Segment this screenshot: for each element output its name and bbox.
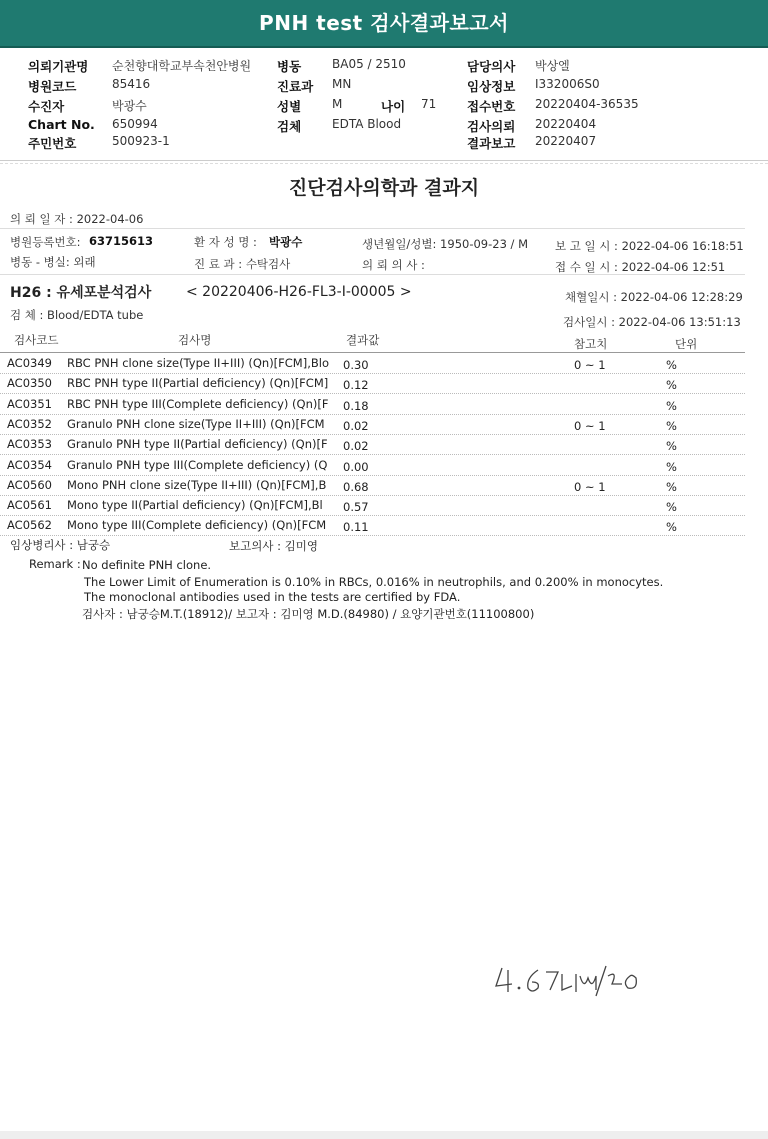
divider: [0, 228, 745, 229]
table-row: [0, 495, 745, 516]
header-label: 담당의사: [467, 59, 516, 74]
result-reference: 0 ~ 1: [574, 418, 606, 433]
header-label: 검체: [277, 119, 302, 134]
table-row: [0, 353, 745, 374]
header-value: MN: [332, 77, 352, 91]
result-value: 0.30: [343, 358, 369, 372]
result-name: RBC PNH type III(Complete deficiency) (Qn)[F: [67, 396, 329, 411]
table-row: [0, 394, 745, 415]
header-value: 순천향대학교부속천안병원: [112, 59, 252, 73]
result-code: AC0562: [7, 518, 52, 533]
result-code: AC0353: [7, 437, 52, 452]
result-code: AC0349: [7, 356, 52, 370]
age-value: 71: [421, 97, 437, 111]
reporting-doctor: 보고의사 : 김미영: [229, 539, 318, 553]
result-code: AC0561: [7, 498, 52, 513]
header-value: 20220407: [535, 134, 597, 148]
header-label: 결과보고: [467, 136, 516, 151]
header-value: M: [332, 97, 343, 111]
result-name: Granulo PNH type III(Complete deficiency) (Q: [67, 457, 328, 472]
header-label: 검사의뢰: [467, 119, 516, 134]
result-code: AC0560: [7, 477, 52, 492]
result-unit: %: [666, 439, 677, 454]
remark-label: Remark :: [29, 557, 81, 571]
dept: 진 료 과 : 수탁검사: [194, 257, 291, 271]
header-label: 성별: [277, 99, 302, 114]
ward: 병동 - 병실: 외래: [10, 255, 96, 269]
col-header-unit: 단위: [675, 337, 698, 351]
handwritten-note: [492, 960, 652, 1004]
result-name: Granulo PNH clone size(Type II+III) (Qn)[FCM: [67, 416, 325, 431]
remark-line: The monoclonal antibodies used in the tests are certified by FDA.: [84, 590, 461, 604]
header-value: 650994: [112, 117, 158, 131]
result-name: Granulo PNH type II(Partial deficiency) (Qn)[F: [67, 437, 328, 452]
patient-name: 박광수: [269, 235, 303, 249]
result-value: 0.68: [343, 479, 369, 494]
result-unit: %: [666, 479, 677, 494]
header-value: EDTA Blood: [332, 117, 402, 131]
result-unit: %: [666, 520, 677, 535]
header-label: 임상정보: [467, 79, 516, 94]
result-value: 0.57: [343, 500, 369, 515]
result-unit: %: [666, 459, 677, 474]
request-date: 의 뢰 일 자 : 2022-04-06: [10, 212, 144, 226]
result-name: Mono type III(Complete deficiency) (Qn)[FCM: [67, 518, 327, 533]
result-name: RBC PNH type II(Partial deficiency) (Qn)[FCM]: [67, 376, 329, 391]
test-title: H26 : 유세포분석검사: [10, 285, 152, 301]
remark-line: No definite PNH clone.: [82, 558, 212, 572]
result-value: 0.12: [343, 378, 369, 393]
result-name: RBC PNH clone size(Type II+III) (Qn)[FCM],Blo: [67, 356, 329, 370]
bottom-bar: [0, 1131, 768, 1139]
requesting-doctor: 의 뢰 의 사 :: [362, 258, 425, 272]
collect-time: 채혈일시 : 2022-04-06 12:28:29: [565, 290, 743, 304]
result-value: 0.11: [343, 520, 369, 535]
report-time: 보 고 일 시 : 2022-04-06 16:18:51: [555, 239, 744, 253]
result-value: 0.18: [343, 398, 369, 413]
header-value: BA05 / 2510: [332, 57, 406, 71]
col-header-value: 결과값: [346, 333, 380, 347]
divider: [0, 163, 768, 164]
divider: [0, 274, 745, 275]
report-title: PNH test 검사결과보고서: [0, 0, 768, 48]
patient-label: 환 자 성 명 :: [194, 235, 257, 249]
result-reference: 0 ~ 1: [574, 479, 606, 494]
result-unit: %: [666, 418, 677, 433]
remark-line: The Lower Limit of Enumeration is 0.10% in RBCs, 0.016% in neutrophils, and 0.200% in monocytes.: [84, 575, 664, 589]
divider: [0, 160, 768, 161]
dob-sex: 생년월일/성별: 1950-09-23 / M: [362, 237, 528, 251]
header-label: 접수번호: [467, 99, 516, 114]
table-row: [0, 373, 745, 394]
result-value: 0.02: [343, 439, 369, 454]
result-code: AC0354: [7, 457, 52, 472]
table-row: [0, 414, 745, 435]
result-code: AC0351: [7, 396, 52, 411]
result-value: 0.02: [343, 418, 369, 433]
result-name: Mono PNH clone size(Type II+III) (Qn)[FCM],B: [67, 477, 327, 492]
table-row: [0, 434, 745, 455]
age-label: 나이: [381, 99, 406, 114]
header-label: 병원코드: [28, 79, 77, 94]
section-title: 진단검사의학과 결과지: [288, 177, 480, 199]
result-unit: %: [666, 378, 677, 393]
accession-number: < 20220406-H26-FL3-I-00005 >: [186, 284, 412, 300]
result-value: 0.00: [343, 459, 369, 474]
header-value: 박광수: [112, 99, 147, 113]
reg-no: 63715613: [89, 234, 154, 248]
result-unit: %: [666, 398, 677, 413]
result-name: Mono type II(Partial deficiency) (Qn)[FCM],Bl: [67, 498, 323, 513]
header-label: 수진자: [28, 99, 65, 114]
table-row: [0, 455, 745, 476]
result-unit: %: [666, 358, 677, 372]
header-value: 20220404: [535, 117, 597, 131]
exam-time: 검사일시 : 2022-04-06 13:51:13: [563, 315, 741, 329]
table-row: [0, 475, 745, 496]
table-row: [0, 515, 745, 536]
header-value: 500923-1: [112, 134, 170, 148]
header-label: 병동: [277, 59, 302, 74]
header-label: 진료과: [277, 79, 314, 94]
pathologist: 임상병리사 : 남궁승: [10, 538, 111, 552]
header-label: Chart No.: [28, 117, 95, 132]
col-header-name: 검사명: [178, 333, 212, 347]
examiner-line: 검사자 : 남궁승M.T.(18912)/ 보고자 : 김미영 M.D.(84980) / 요양기관번호(11100800): [82, 607, 535, 621]
result-code: AC0352: [7, 416, 52, 431]
specimen: 검 체 : Blood/EDTA tube: [10, 308, 144, 322]
header-value: 85416: [112, 77, 151, 91]
header-value: 박상엘: [535, 59, 570, 73]
header-label: 의뢰기관명: [28, 59, 89, 74]
reg-no-label: 병원등록번호:: [10, 235, 81, 249]
col-header-code: 검사코드: [14, 333, 59, 347]
result-unit: %: [666, 500, 677, 515]
header-value: I332006S0: [535, 77, 600, 91]
header-value: 20220404-36535: [535, 97, 639, 111]
header-label: 주민번호: [28, 136, 77, 151]
receipt-time: 접 수 일 시 : 2022-04-06 12:51: [555, 260, 726, 274]
result-reference: 0 ~ 1: [574, 358, 606, 372]
result-code: AC0350: [7, 376, 52, 391]
col-header-ref: 참고치: [574, 337, 608, 351]
